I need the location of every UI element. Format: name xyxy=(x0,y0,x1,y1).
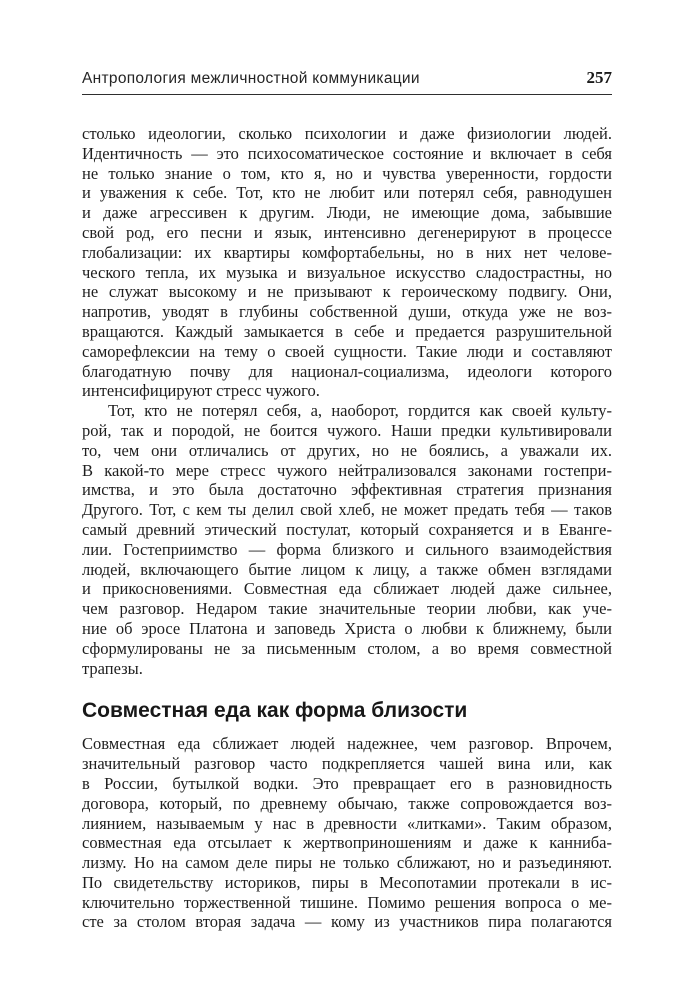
text-line: людей, включающего бытие лицом к лицу, а также обмен взглядами xyxy=(82,559,612,579)
text-line: имства, и это была достаточно эффективная стратегия признания xyxy=(82,480,612,500)
text-line: Другого. Тот, с кем ты делил свой хлеб, не может предать тебя — таков xyxy=(82,500,612,520)
text-line: и прикосновениями. Совместная еда сближает людей даже сильнее, xyxy=(82,579,612,599)
text-line: вращаются. Каждый замыкается в себе и предается разрушительной xyxy=(82,321,612,341)
text-line: самый древний этический постулат, который сохраняется и в Еванге- xyxy=(82,519,612,539)
text-line: ние об эросе Платона и заповедь Христа о любви к ближнему, были xyxy=(82,618,612,638)
page-body xyxy=(82,124,612,932)
text-line: не только знание о том, кто я, но и чувства уверенности, гордости xyxy=(82,163,612,183)
text-line: сформулированы не за письменным столом, а во время совместной xyxy=(82,638,612,658)
text-line: и уважения к себе. Тот, кто не любит или потерял себя, равнодушен xyxy=(82,183,612,203)
text-line: лии. Гостеприимство — форма близкого и сильного взаимодействия xyxy=(82,539,612,559)
section-heading: Совместная еда как форма близости xyxy=(82,699,468,723)
text-line: напротив, уводят в глубины собственной души, откуда уже не воз- xyxy=(82,302,612,322)
text-line: Идентичность — это психосоматическое состояние и включает в себя xyxy=(82,143,612,163)
text-line: чем разговор. Недаром такие значительные теории любви, как уче- xyxy=(82,599,612,619)
text-line: не служат высокому и не призывают к героическому подвигу. Они, xyxy=(82,282,612,302)
text-line: трапезы. xyxy=(82,658,143,678)
text-line: в России, бутылкой водки. Это превращает его в разновидность xyxy=(82,773,612,793)
paragraph xyxy=(82,401,612,678)
text-line: значительный разговор часто подкрепляется чашей вина или, как xyxy=(82,754,612,774)
text-line: ключительно торжественной тишине. Помимо решения вопроса о ме- xyxy=(82,892,612,912)
text-line: Тот, кто не потерял себя, а, наоборот, гордится как своей культу- xyxy=(108,401,612,421)
paragraph xyxy=(82,734,612,932)
page-header xyxy=(82,68,612,95)
text-line: ческого тепла, их музыка и визуальное искусство сладострастны, но xyxy=(82,262,612,282)
text-line: интенсифицируют стресс чужого. xyxy=(82,381,320,401)
text-line: благодатную почву для национал-социализма, идеологи которого xyxy=(82,361,612,381)
paragraph xyxy=(82,124,612,401)
text-line: совместная еда отсылает к жертвоприношениям и даже к канниба- xyxy=(82,833,612,853)
text-line: столько идеологии, сколько психологии и даже физиологии людей. xyxy=(82,124,612,143)
text-line: сте за столом вторая задача — кому из участников пира полагаются xyxy=(82,912,612,932)
page-number: 257 xyxy=(586,68,612,87)
text-line: рой, так и породой, не боится чужого. Наши предки культивировали xyxy=(82,420,612,440)
text-line: лиянием, называемым у нас в древности «литками». Таким образом, xyxy=(82,813,612,833)
text-line: Совместная еда сближает людей надежнее, чем разговор. Впрочем, xyxy=(82,734,612,754)
running-head: Антропология межличностной коммуникации xyxy=(82,70,420,87)
text-line: договора, который, по древнему обычаю, также сопровождается воз- xyxy=(82,793,612,813)
text-line: саморефлексии на тему о своей сущности. Такие люди и составляют xyxy=(82,341,612,361)
text-line: лизму. Но на самом деле пиры не только сближают, но и разъединяют. xyxy=(82,853,612,873)
text-line: В какой-то мере стресс чужого нейтрализовался законами гостепри- xyxy=(82,460,612,480)
text-line: то, чем они отличались от других, но не боялись, а уважали их. xyxy=(82,440,612,460)
text-line: и даже агрессивен к другим. Люди, не имеющие дома, забывшие xyxy=(82,203,612,223)
text-line: По свидетельству историков, пиры в Месопотамии протекали в ис- xyxy=(82,872,612,892)
text-line: глобализации: их квартиры комфортабельны, но в них нет челове- xyxy=(82,242,612,262)
text-line: свой род, его песни и язык, интенсивно дегенерируют в процессе xyxy=(82,222,612,242)
